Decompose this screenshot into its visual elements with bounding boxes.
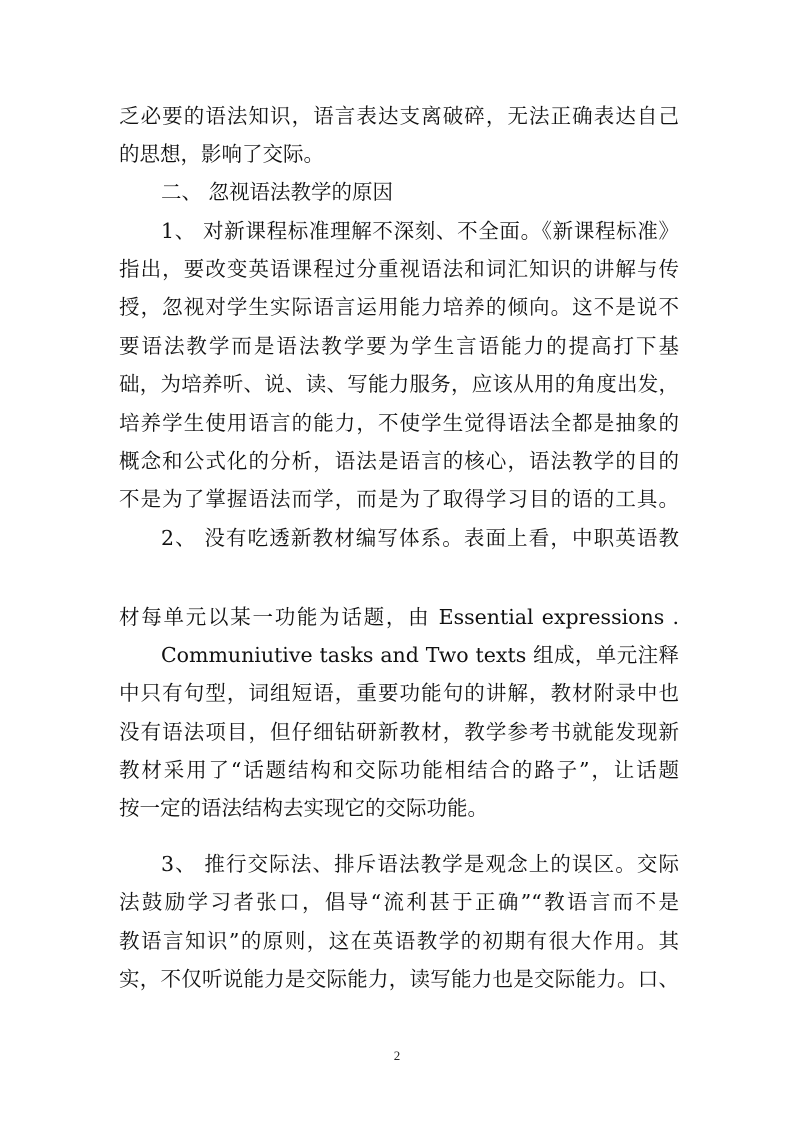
body-text-line: 教语言知识”的原则，这在英语教学的初期有很大作用。其 — [119, 929, 679, 953]
body-text-line: 指出，要改变英语课程过分重视语法和词汇知识的讲解与传 — [119, 257, 679, 281]
body-text-line: 实，不仅听说能力是交际能力，读写能力也是交际能力。口、 — [119, 967, 679, 991]
paragraph-first-line: 1、 对新课程标准理解不深刻、不全面。《新课程标准》 — [161, 219, 679, 243]
body-text-line: 授，忽视对学生实际语言运用能力培养的倾向。这不是说不 — [119, 295, 679, 319]
body-text-line: Communiutive tasks and Two texts 组成，单元注释 — [161, 643, 679, 667]
body-text-line: 础，为培养听、说、读、写能力服务，应该从用的角度出发， — [119, 372, 679, 396]
body-text-line: 法鼓励学习者张口，倡导“流利甚于正确”“教语言而不是 — [119, 890, 679, 914]
body-text-line: 培养学生使用语言的能力，不使学生觉得语法全都是抽象的 — [119, 411, 679, 435]
section-heading: 二、 忽视语法教学的原因 — [161, 180, 394, 204]
body-text-line: 不是为了掌握语法而学，而是为了取得学习目的语的工具。 — [119, 487, 679, 511]
body-text-line: 概念和公式化的分析，语法是语言的核心，语法教学的目的 — [119, 449, 679, 473]
page-number: 2 — [393, 1048, 401, 1063]
body-text-line: 要语法教学而是语法教学要为学生言语能力的提高打下基 — [119, 334, 679, 358]
body-text-line: 材每单元以某一功能为话题，由 Essential expressions . — [119, 605, 679, 629]
body-text-line: 中只有句型，词组短语，重要功能句的讲解，教材附录中也 — [119, 681, 679, 705]
body-text-line: 没有语法项目，但仔细钻研新教材，教学参考书就能发现新 — [119, 720, 679, 744]
paragraph-first-line: 3、 推行交际法、排斥语法教学是观念上的误区。交际 — [161, 852, 679, 876]
body-text-line: 教材采用了“话题结构和交际功能相结合的路子”，让话题 — [119, 758, 679, 782]
body-text-line: 按一定的语法结构去实现它的交际功能。 — [119, 796, 488, 820]
body-text-line: 的思想，影响了交际。 — [119, 142, 324, 166]
body-text-line: 乏必要的语法知识，语言表达支离破碎，无法正确表达自己 — [119, 104, 679, 128]
paragraph-first-line: 2、 没有吃透新教材编写体系。表面上看，中职英语教 — [161, 526, 679, 550]
